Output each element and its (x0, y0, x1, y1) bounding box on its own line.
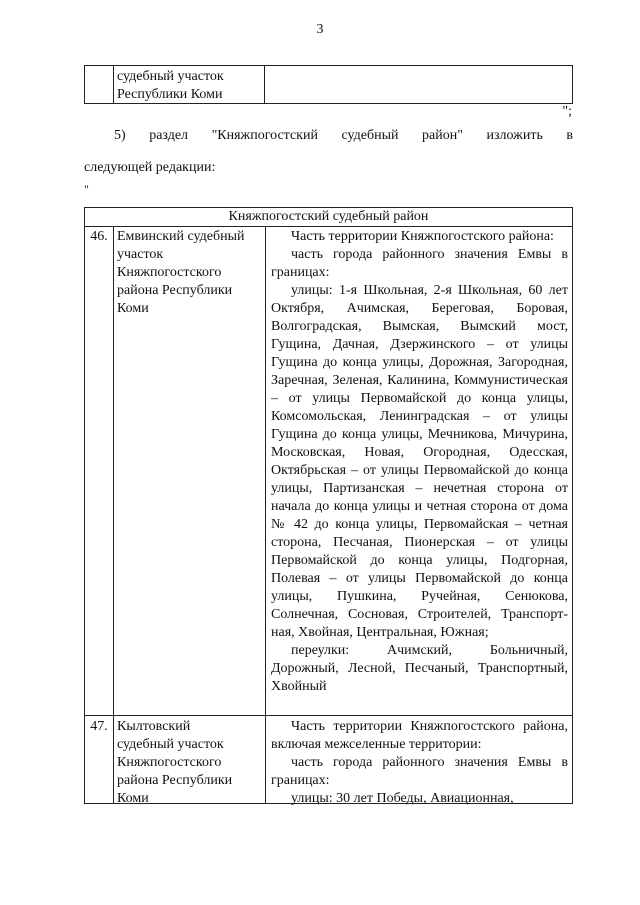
row-divider (85, 715, 572, 716)
court-name-line: Емвинский судебный (117, 229, 245, 244)
amendment-paragraph: 5) раздел "Княжпогостский судебный район" изложить в (114, 128, 573, 143)
description-paragraph: улицы: 1-я Школьная, 2-я Школьная, 60 лет Октября, Ачимская, Береговая, Боровая, Волгоградская, Вымская, Вымский мост, Гущина, Дачная, Дзержинского – от улицы Гущина до конца улицы, Дорожная, Загородная, Заречная, Зеленая, Калинина, Коммунистическая – от улицы Первомайской до конца улицы, Комсомольская, Ленинградская – от улицы Гущина до конца улицы, Мечникова, Мичурина, Московская, Новая, Огородная, Одесская, Октябрьская – от улицы Первомайской до конца улицы, Партизанская – нечетная сторона от начала до конца улицы и четная сторона от дома № 42 до конца улицы, Первомайская – четная сторона, Песчаная, Пионерская – от улицы Первомайской до конца улицы, Подгорная, Полевая – от улицы Первомайской до конца улицы, Пушкина, Ручейная, Сенюкова, Солнечная, Сосновая, Строителей, Транспорт-ная, Хвойная, Центральная, Южная; (271, 283, 568, 640)
court-name-line: района Республики (117, 773, 233, 788)
description-paragraph: улицы: 30 лет Победы, Авиационная, (291, 791, 514, 806)
court-name-line: Кылтовский (117, 719, 191, 734)
description-paragraph: Часть территории Княжпогостского района, включая межселенные территории: (271, 719, 568, 752)
opening-quote: " (84, 182, 89, 196)
territory-description (271, 718, 568, 808)
description-paragraph: переулки: Ачимский, Больничный, Дорожный, Лесной, Песчаный, Транспортный, Хвойный (271, 643, 568, 694)
column-divider (113, 226, 114, 804)
column-divider (265, 226, 266, 804)
court-name (117, 718, 265, 808)
description-paragraph: часть города районного значения Емвы в границах: (271, 755, 568, 788)
description-paragraph: часть города районного значения Емвы в границах: (271, 247, 568, 280)
number-cell (85, 66, 114, 103)
section-header: Княжпогостский судебный район (85, 208, 572, 227)
amendment-paragraph-continuation: следующей редакции: (84, 160, 216, 175)
court-name-line: Республики Коми (117, 87, 223, 102)
court-district-table (84, 207, 573, 804)
previous-table-fragment (84, 65, 573, 104)
page-number: 3 (316, 22, 324, 37)
court-name (117, 228, 265, 318)
court-name-cell (113, 66, 265, 103)
court-name-line: судебный участок (117, 737, 224, 752)
court-name-line: Коми (117, 301, 149, 316)
row-number: 47. (90, 719, 108, 734)
court-name-line: Княжпогостского (117, 755, 222, 770)
closing-quote: "; (562, 104, 572, 119)
court-name-line: Коми (117, 791, 149, 806)
row-number: 46. (90, 229, 108, 244)
court-name-line: судебный участок (117, 69, 224, 84)
court-name-line: Княжпогостского (117, 265, 222, 280)
description-paragraph: Часть территории Княжпогостского района: (291, 229, 554, 244)
court-name-line: района Республики (117, 283, 233, 298)
court-name-line: участок (117, 247, 164, 262)
territory-description (271, 228, 568, 696)
